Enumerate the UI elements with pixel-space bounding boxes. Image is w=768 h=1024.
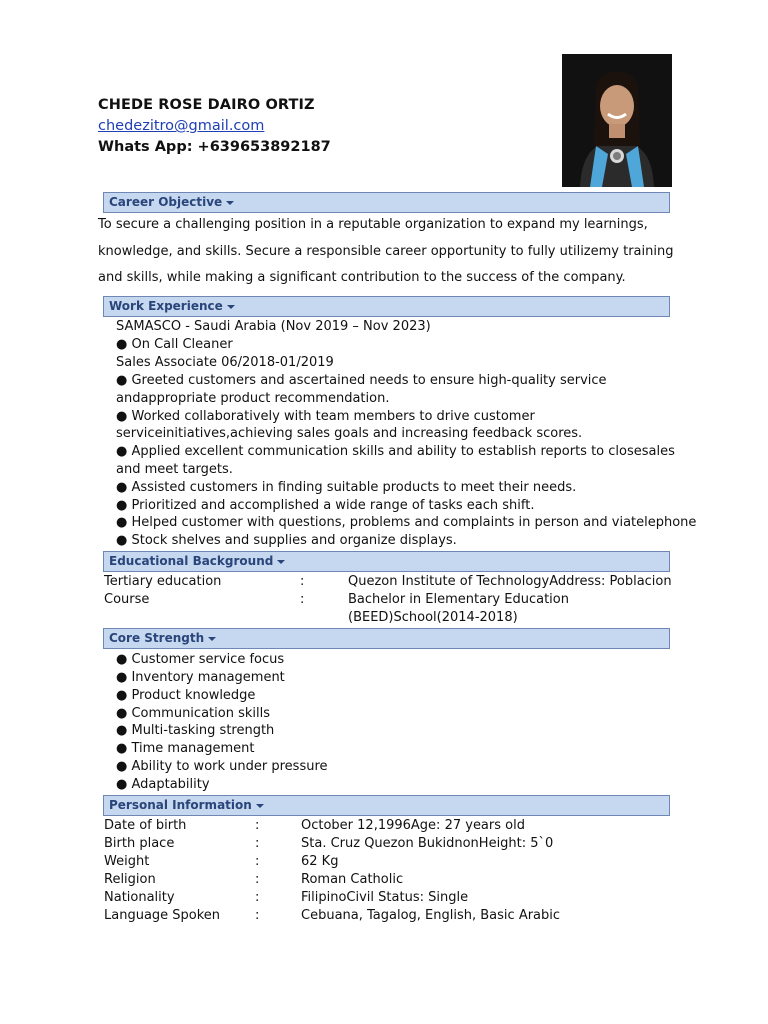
email-link[interactable]: chedezitro@gmail.com: [98, 118, 265, 134]
personal-separator: :: [255, 818, 260, 833]
personal-value: 62 Kg: [301, 854, 339, 869]
caret-down-icon: [226, 201, 234, 205]
work-bullet: ● Greeted customers and ascertained needs to ensure high-quality service andappropriate product recommendation.: [116, 373, 607, 406]
work-bullet: ● Applied excellent communication skills and ability to establish reports to closesales and meet targets.: [116, 444, 675, 477]
personal-separator: :: [255, 907, 260, 923]
section-educational-background[interactable]: [103, 551, 670, 572]
education-separator: :: [300, 574, 305, 589]
section-personal-information[interactable]: [103, 795, 670, 816]
section-title: Core Strength: [109, 631, 205, 645]
personal-value: Cebuana, Tagalog, English, Basic Arabic: [301, 907, 561, 923]
work-bullet: ● Stock shelves and supplies and organize displays.: [116, 533, 457, 548]
personal-label: Religion: [104, 871, 156, 887]
section-title: Educational Background: [109, 554, 274, 568]
education-separator: :: [300, 592, 305, 607]
personal-label: Nationality: [104, 889, 175, 905]
personal-label: Language Spoken: [104, 907, 221, 923]
education-value: Quezon Institute of TechnologyAddress: Poblacion: [348, 574, 672, 589]
personal-separator: :: [255, 854, 260, 869]
personal-value: October 12,1996Age: 27 years old: [301, 818, 525, 833]
personal-value: Roman Catholic: [301, 871, 404, 887]
personal-label: Weight: [104, 854, 150, 869]
work-company: SAMASCO - Saudi Arabia (Nov 2019 – Nov 2023): [116, 319, 431, 334]
section-title: Career Objective: [109, 195, 223, 209]
work-role: ● On Call Cleaner: [116, 337, 233, 352]
personal-value: FilipinoCivil Status: Single: [301, 889, 469, 905]
education-label: Course: [104, 592, 150, 607]
core-strength-item: ● Product knowledge: [116, 687, 256, 703]
core-strength-item: ● Customer service focus: [116, 652, 285, 667]
personal-separator: :: [255, 871, 260, 887]
personal-label: Date of birth: [104, 818, 187, 833]
phone-number: Whats App: +639653892187: [98, 139, 331, 155]
caret-down-icon: [227, 305, 235, 309]
work-bullet: ● Worked collaboratively with team members to drive customer serviceinitiatives,achieving sales goals and increasing feedback scores.: [116, 408, 583, 441]
section-career-objective[interactable]: [103, 192, 670, 213]
profile-photo: [562, 54, 672, 187]
core-strength-item: ● Time management: [116, 741, 255, 756]
core-strength-item: ● Ability to work under pressure: [116, 759, 328, 774]
caret-down-icon: [277, 560, 285, 564]
personal-label: Birth place: [104, 836, 175, 851]
personal-value: Sta. Cruz Quezon BukidnonHeight: 5`0: [301, 836, 554, 851]
work-bullet: ● Prioritized and accomplished a wide range of tasks each shift.: [116, 497, 535, 513]
personal-separator: :: [255, 836, 260, 851]
section-title: Personal Information: [109, 798, 252, 812]
section-work-experience[interactable]: [103, 296, 670, 317]
work-bullet: ● Helped customer with questions, problems and complaints in person and viatelephone: [116, 515, 697, 530]
core-strength-item: ● Adaptability: [116, 777, 210, 792]
section-core-strength[interactable]: [103, 628, 670, 649]
caret-down-icon: [256, 804, 264, 808]
section-title: Work Experience: [109, 299, 223, 313]
education-value: Bachelor in Elementary Education (BEED)School(2014-2018): [348, 592, 569, 625]
core-strength-item: ● Communication skills: [116, 705, 270, 721]
personal-separator: :: [255, 889, 260, 905]
education-label: Tertiary education: [104, 574, 222, 589]
work-bullet: ● Assisted customers in finding suitable products to meet their needs.: [116, 480, 577, 495]
career-objective-text: To secure a challenging position in a reputable organization to expand my learnings, knowledge, and skills. Secure a responsible career opportunity to fully utilizemy training and skills, while making a significant contribution to the success of the company.: [98, 217, 674, 285]
core-strength-item: ● Inventory management: [116, 669, 285, 685]
candidate-name: CHEDE ROSE DAIRO ORTIZ: [98, 97, 315, 113]
caret-down-icon: [208, 637, 216, 641]
core-strength-item: ● Multi-tasking strength: [116, 723, 275, 738]
work-role: Sales Associate 06/2018-01/2019: [116, 355, 334, 370]
